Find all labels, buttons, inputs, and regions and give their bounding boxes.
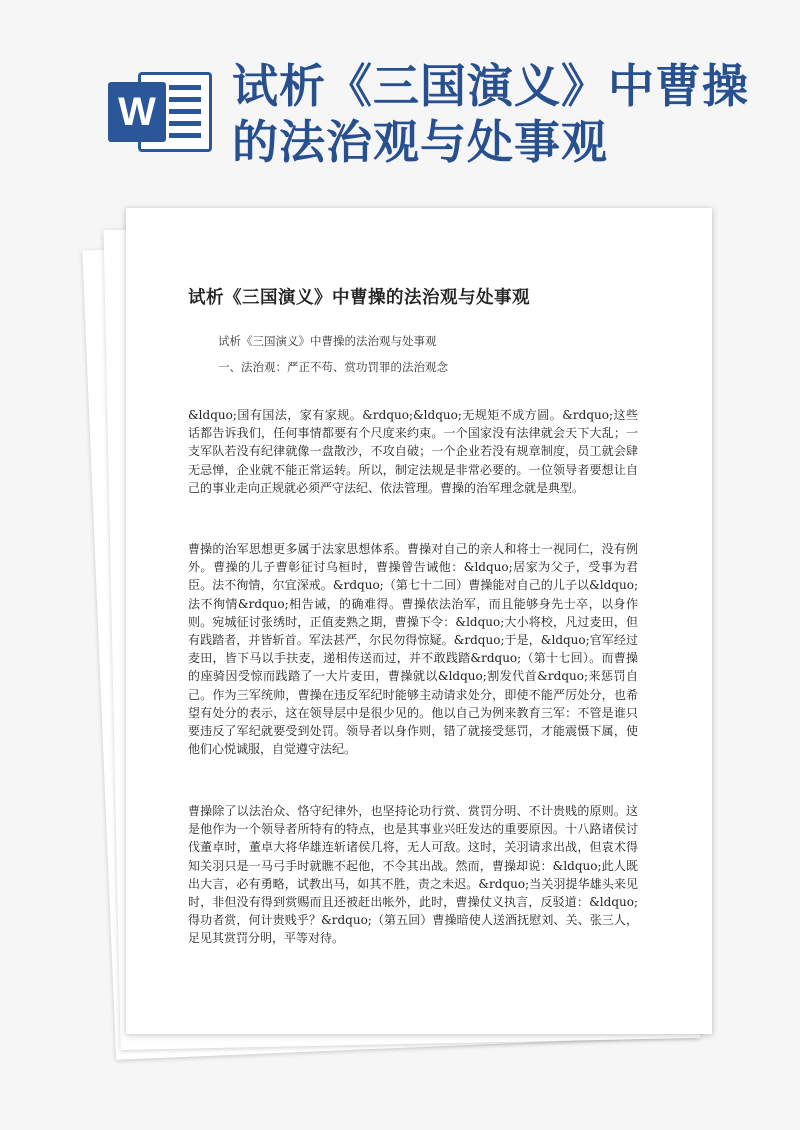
section-heading: 一、法治观：严正不苟、赏功罚罪的法治观念 bbox=[218, 360, 448, 374]
document-page bbox=[126, 208, 712, 1034]
banner-title: 试析《三国演义》中曹操的法治观与处事观 bbox=[232, 59, 749, 169]
document-title: 试析《三国演义》中曹操的法治观与处事观 bbox=[188, 288, 530, 308]
body-paragraph: 曹操的治军思想更多属于法家思想体系。曹操对自己的亲人和将士一视同仁，没有例外。曹操的儿子曹彰征讨乌桓时，曹操曾告诫他：&ldquo;居家为父子，受事为君臣。法不徇情，尔宜深戒。&rdquo;（第七十二回）曹操能对自己的儿子以&ldquo;法不徇情&rdquo;相告诫，的确难得。曹操依法治军，而且能够身先士卒，以身作则。宛城征讨张绣时，正值麦熟之期，曹操下令：&ldquo;大小将校，凡过麦田，但有践踏者，并皆斩首。军法甚严，尔民勿得惊疑。&rdquo;于是，&ldquo;官军经过麦田，皆下马以手扶麦，递相传送而过，并不敢践踏&rdquo;（第十七回）。而曹操的座骑因受惊而践踏了一大片麦田，曹操就以&ldquo;割发代首&rdquo;来惩罚自己。作为三军统帅，曹操在违反军纪时能够主动请求处分，即使不能严厉处分，也希望有处分的表示，这在领导层中是很少见的。他以自己为例来教育三军：不管是谁只要违反了军纪就要受到处罚。领导者以身作则，错了就接受惩罚，才能震慑下属，使他们心悦诚服，自觉遵守法纪。 bbox=[188, 542, 638, 757]
body-paragraph: 曹操除了以法治众、恪守纪律外，也坚持论功行赏、赏罚分明、不计贵贱的原则。这是他作为一个领导者所特有的特点，也是其事业兴旺发达的重要原因。十八路诸侯讨伐董卓时，董卓大将华雄连斩诸侯几将，无人可敌。这时，关羽请求出战，但袁术得知关羽只是一马弓手时就瞧不起他，不令其出战。然而，曹操却说：&ldquo;此人既出大言，必有勇略，试教出马，如其不胜，责之未迟。&rdquo;当关羽提华雄头来见时，非但没有得到赏赐而且还被赶出帐外，此时，曹操仗义执言，反驳道：&ldquo;得功者赏，何计贵贱乎？&rdquo;（第五回）曹操暗使人送酒抚慰刘、关、张三人，足见其赏罚分明，平等对待。 bbox=[188, 804, 638, 946]
banner bbox=[0, 0, 800, 200]
word-icon-letter: W bbox=[108, 82, 166, 142]
document-subtitle: 试析《三国演义》中曹操的法治观与处事观 bbox=[218, 334, 437, 348]
word-document-icon bbox=[108, 68, 216, 156]
body-paragraph: &ldquo;国有国法，家有家规。&rdquo;&ldquo;无规矩不成方圆。&rdquo;这些话都告诉我们，任何事情都要有个尺度来约束。一个国家没有法律就会天下大乱；一支军队若没有纪律就像一盘散沙，不攻自破；一个企业若没有规章制度，员工就会肆无忌惮，企业就不能正常运转。所以，制定法规是非常必要的。一位领导者要想让自己的事业走向正规就必须严守法纪、依法管理。曹操的治军理念就是典型。 bbox=[188, 408, 638, 495]
